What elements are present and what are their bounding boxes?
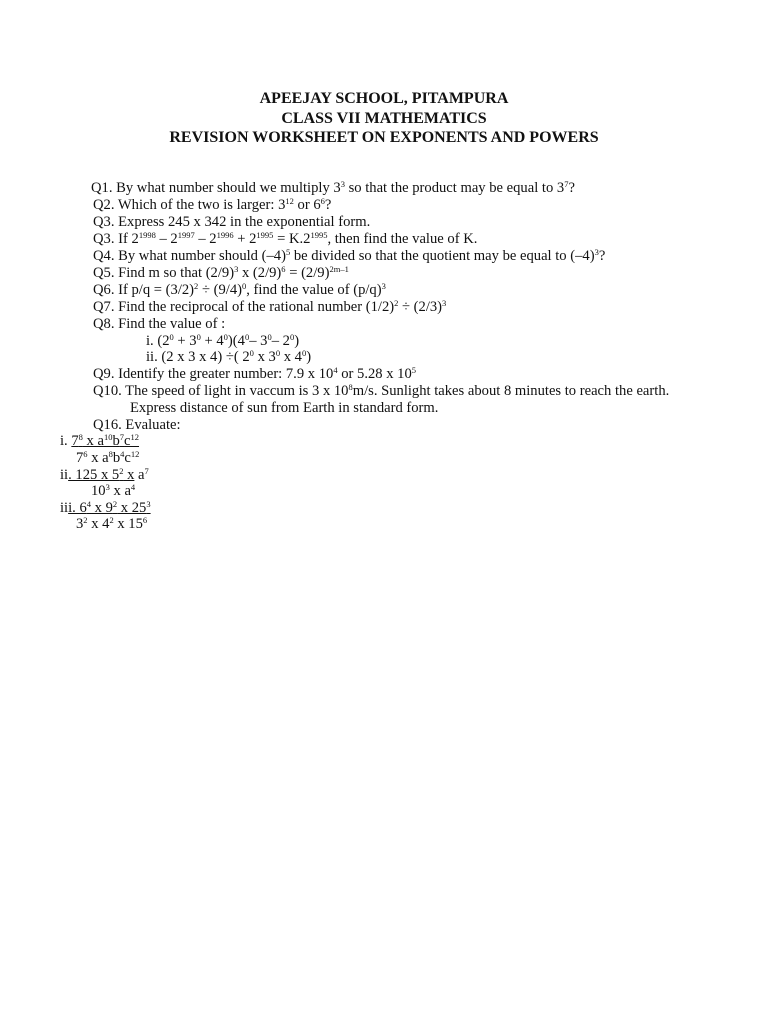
expression-iii-numerator: iii. $6^4$ x $9^2$ x $25^3$	[60, 499, 151, 516]
question-9: Q9. Identify the greater number: 7.9 x $10^4$ or 5.28 x $10^5$	[93, 365, 417, 382]
question-2: Q2. Which of the two is larger: $3^{12}$ or $6^6$?	[93, 196, 332, 213]
class-title: CLASS VII MATHEMATICS	[281, 110, 487, 127]
worksheet-title: REVISION WORKSHEET ON EXPONENTS AND POWERS	[169, 129, 599, 146]
expression-ii-denominator: $10^3$ x $a^4$	[91, 482, 136, 499]
expression-iii-denominator: $3^2$ x $4^2$ x $15^6$	[76, 515, 148, 532]
expression-ii-numerator: ii. 125 x $5^2$ x $a^7$	[60, 466, 149, 483]
question-8: Q8. Find the value of :	[93, 316, 226, 332]
expression-i-denominator: $7^6$ x $a^8b^4c^{12}$	[76, 449, 140, 466]
question-4: Q4. By what number should $(-4)^5$ be divided so that the quotient may be equal to $(-4)^3$?	[93, 247, 606, 264]
expression-i-numerator: i. $7^8$ x $a^{10}b^7c^{12}$	[60, 432, 140, 449]
question-7: Q7. Find the reciprocal of the rational number $(1/2)^2 \div (2/3)^3$	[93, 298, 447, 315]
school-name: APEEJAY SCHOOL, PITAMPURA	[259, 90, 509, 107]
question-16: Q16. Evaluate:	[93, 417, 181, 433]
question-5: Q5. Find m so that $(2/9)^3$ x $(2/9)^6 = (2/9)^{2m-1}$	[93, 264, 349, 281]
question-3a: Q3. Express 245 x 342 in the exponential form.	[93, 214, 371, 230]
question-6: Q6. If $p/q = (3/2)^2 \div (9/4)^0$, find the value of $(p/q)^3$	[93, 281, 386, 298]
question-8-part-ii: ii. (2 x 3 x 4) ÷( $2^0$ x $3^0$ x $4^0$)	[146, 348, 312, 365]
question-3b: Q3. If $2^{1998} - 2^{1997} - 2^{1996} + 2^{1995} = K.2^{1995}$, then find the value of K.	[93, 230, 478, 247]
question-10-continued: Express distance of sun from Earth in standard form.	[130, 400, 439, 416]
question-1: Q1. By what number should we multiply $3^3$ so that the product may be equal to $3^7$?	[91, 179, 575, 196]
question-8-part-i: i. $(2^0 + 3^0 + 4^0)(4^0-$ $3^0-$ $2^0$)	[146, 332, 300, 349]
question-10: Q10. The speed of light in vaccum is 3 x $10^8m/s$. Sunlight takes about 8 minutes to reach the earth.	[93, 382, 670, 399]
